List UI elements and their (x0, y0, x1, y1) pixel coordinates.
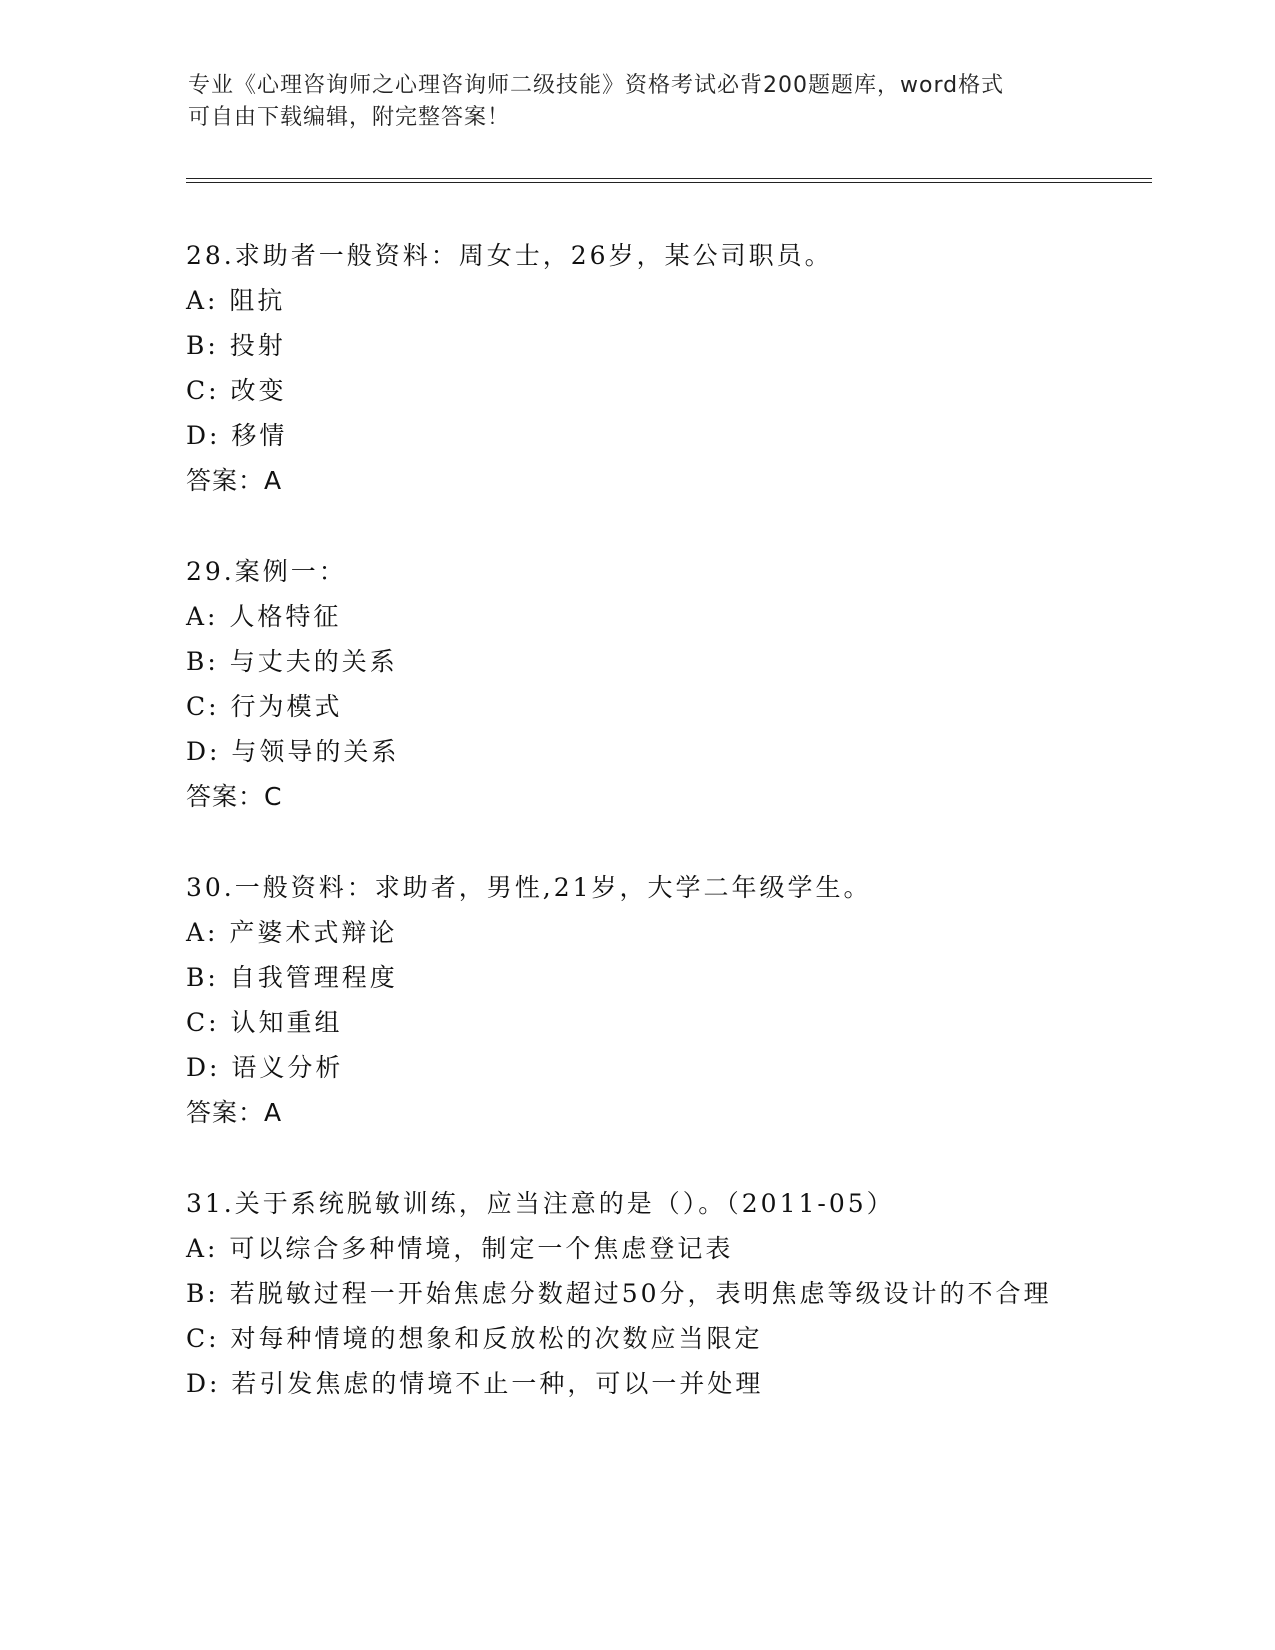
option-b: B: 自我管理程度 (186, 963, 398, 992)
header-line-2: 可自由下载编辑，附完整答案！ (188, 105, 511, 130)
question-stem: 28.求助者一般资料：周女士，26岁，某公司职员。 (186, 241, 833, 270)
option-c: C: 改变 (186, 376, 287, 405)
option-c: C: 认知重组 (186, 1008, 343, 1037)
question-30 (186, 865, 1086, 1135)
answer-label: 答案：C (186, 782, 283, 811)
header-divider-top (186, 178, 1152, 179)
option-d: D: 若引发焦虑的情境不止一种，可以一并处理 (186, 1369, 764, 1398)
question-stem: 30.一般资料：求助者，男性,21岁，大学二年级学生。 (186, 873, 872, 902)
header-line-1: 专业《心理咨询师之心理咨询师二级技能》资格考试必背200题题库，word格式 (188, 73, 1005, 98)
option-d: D: 语义分析 (186, 1053, 344, 1082)
option-a: A: 可以综合多种情境，制定一个焦虑登记表 (186, 1234, 734, 1263)
question-28 (186, 233, 1086, 503)
option-d: D: 移情 (186, 421, 288, 450)
document-header (188, 70, 1068, 134)
option-d: D: 与领导的关系 (186, 737, 400, 766)
answer-label: 答案：A (186, 1098, 283, 1127)
question-31 (186, 1181, 1086, 1406)
option-c: C: 行为模式 (186, 692, 343, 721)
question-stem: 29.案例一： (186, 557, 347, 586)
option-b: B: 与丈夫的关系 (186, 647, 398, 676)
option-b: B: 若脱敏过程一开始焦虑分数超过50分，表明焦虑等级设计的不合理 (186, 1279, 1052, 1308)
option-c: C: 对每种情境的想象和反放松的次数应当限定 (186, 1324, 763, 1353)
question-stem: 31.关于系统脱敏训练，应当注意的是（）。（2011-05） (186, 1189, 895, 1218)
answer-label: 答案：A (186, 466, 283, 495)
option-a: A: 人格特征 (186, 602, 342, 631)
option-b: B: 投射 (186, 331, 286, 360)
question-29 (186, 549, 1086, 819)
option-a: A: 阻抗 (186, 286, 286, 315)
question-list (186, 233, 1086, 1452)
header-divider-bottom (186, 182, 1152, 183)
option-a: A: 产婆术式辩论 (186, 918, 398, 947)
